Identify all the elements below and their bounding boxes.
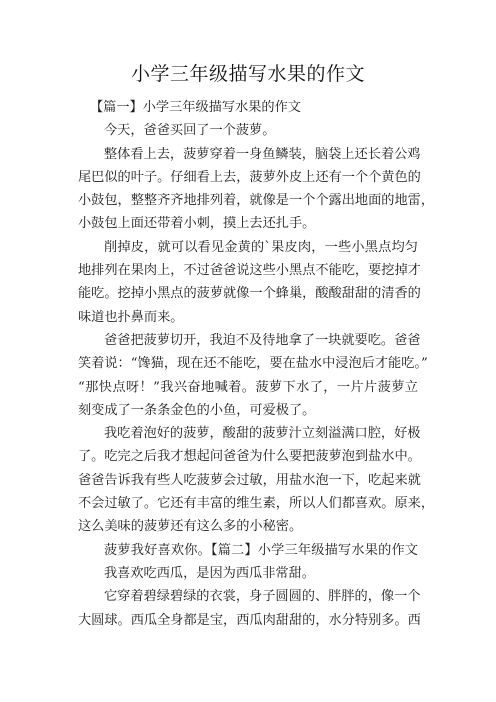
body-text-line: “那快点呀！”我兴奋地喊着。菠萝下水了，一片片菠萝立 <box>78 379 418 395</box>
body-text-line: 小鼓包上面还带着小刺，摸上去还扎手。 <box>78 216 316 232</box>
body-text-line: 今天，爸爸买回了一个菠萝。 <box>104 123 276 139</box>
body-text-line: 爸爸把菠萝切开，我迫不及待地拿了一块就要吃。爸爸 <box>104 332 421 348</box>
body-text-line: 我喜欢吃西瓜，是因为西瓜非常甜。 <box>104 565 315 581</box>
body-text-line: 我吃着泡好的菠萝，酸甜的菠萝汁立刻溢满口腔，好极 <box>104 426 421 442</box>
body-text-line: 大圆球。西瓜全身都是宝，西瓜肉甜甜的，水分特别多。西 <box>78 612 421 628</box>
section-heading: 【篇一】小学三年级描写水果的作文 <box>90 100 301 115</box>
body-text-line: 笑着说：“馋猫，现在还不能吃，要在盐水中浸泡后才能吃。” <box>78 356 428 372</box>
body-text-line: 这么美味的菠萝还有这么多的小秘密。 <box>78 519 303 535</box>
body-text-line: 爸爸告诉我有些人吃菠萝会过敏，用盐水泡一下，吃起来就 <box>78 472 421 488</box>
body-text-line: 小鼓包，整整齐齐地排列着，就像是一个个露出地面的地雷， <box>78 193 435 209</box>
body-text-line: 整体看上去，菠萝穿着一身鱼鳞装，脑袋上还长着公鸡 <box>104 146 421 162</box>
body-text-line: 了。吃完之后我才想起问爸爸为什么要把菠萝泡到盐水中。 <box>78 449 421 465</box>
document-body <box>78 96 435 632</box>
body-text-line: 尾巴似的叶子。仔细看上去，菠萝外皮上还有一个个黄色的 <box>78 169 421 185</box>
body-text-line: 菠萝我好喜欢你。【篇二】小学三年级描写水果的作文 <box>104 542 418 558</box>
document-title: 小学三年级描写水果的作文 <box>130 63 365 85</box>
body-text-line: 能吃。挖掉小黑点的菠萝就像一个蜂巢，酸酸甜甜的清香的 <box>78 286 421 302</box>
body-text-line: 削掉皮，就可以看见金黄的`果皮肉，一些小黑点均匀 <box>104 239 418 255</box>
body-text-line: 刻变成了一条条金色的小鱼，可爱极了。 <box>78 402 316 418</box>
body-text-line: 味道也扑鼻而来。 <box>78 309 184 325</box>
body-text-line: 不会过敏了。它还有丰富的维生素，所以人们都喜欢。原来， <box>78 496 435 512</box>
body-text-line: 地排列在果肉上，不过爸爸说这些小黑点不能吃，要挖掉才 <box>78 263 421 279</box>
body-text-line: 它穿着碧绿碧绿的衣裳，身子圆圆的、胖胖的，像一个 <box>104 589 421 605</box>
